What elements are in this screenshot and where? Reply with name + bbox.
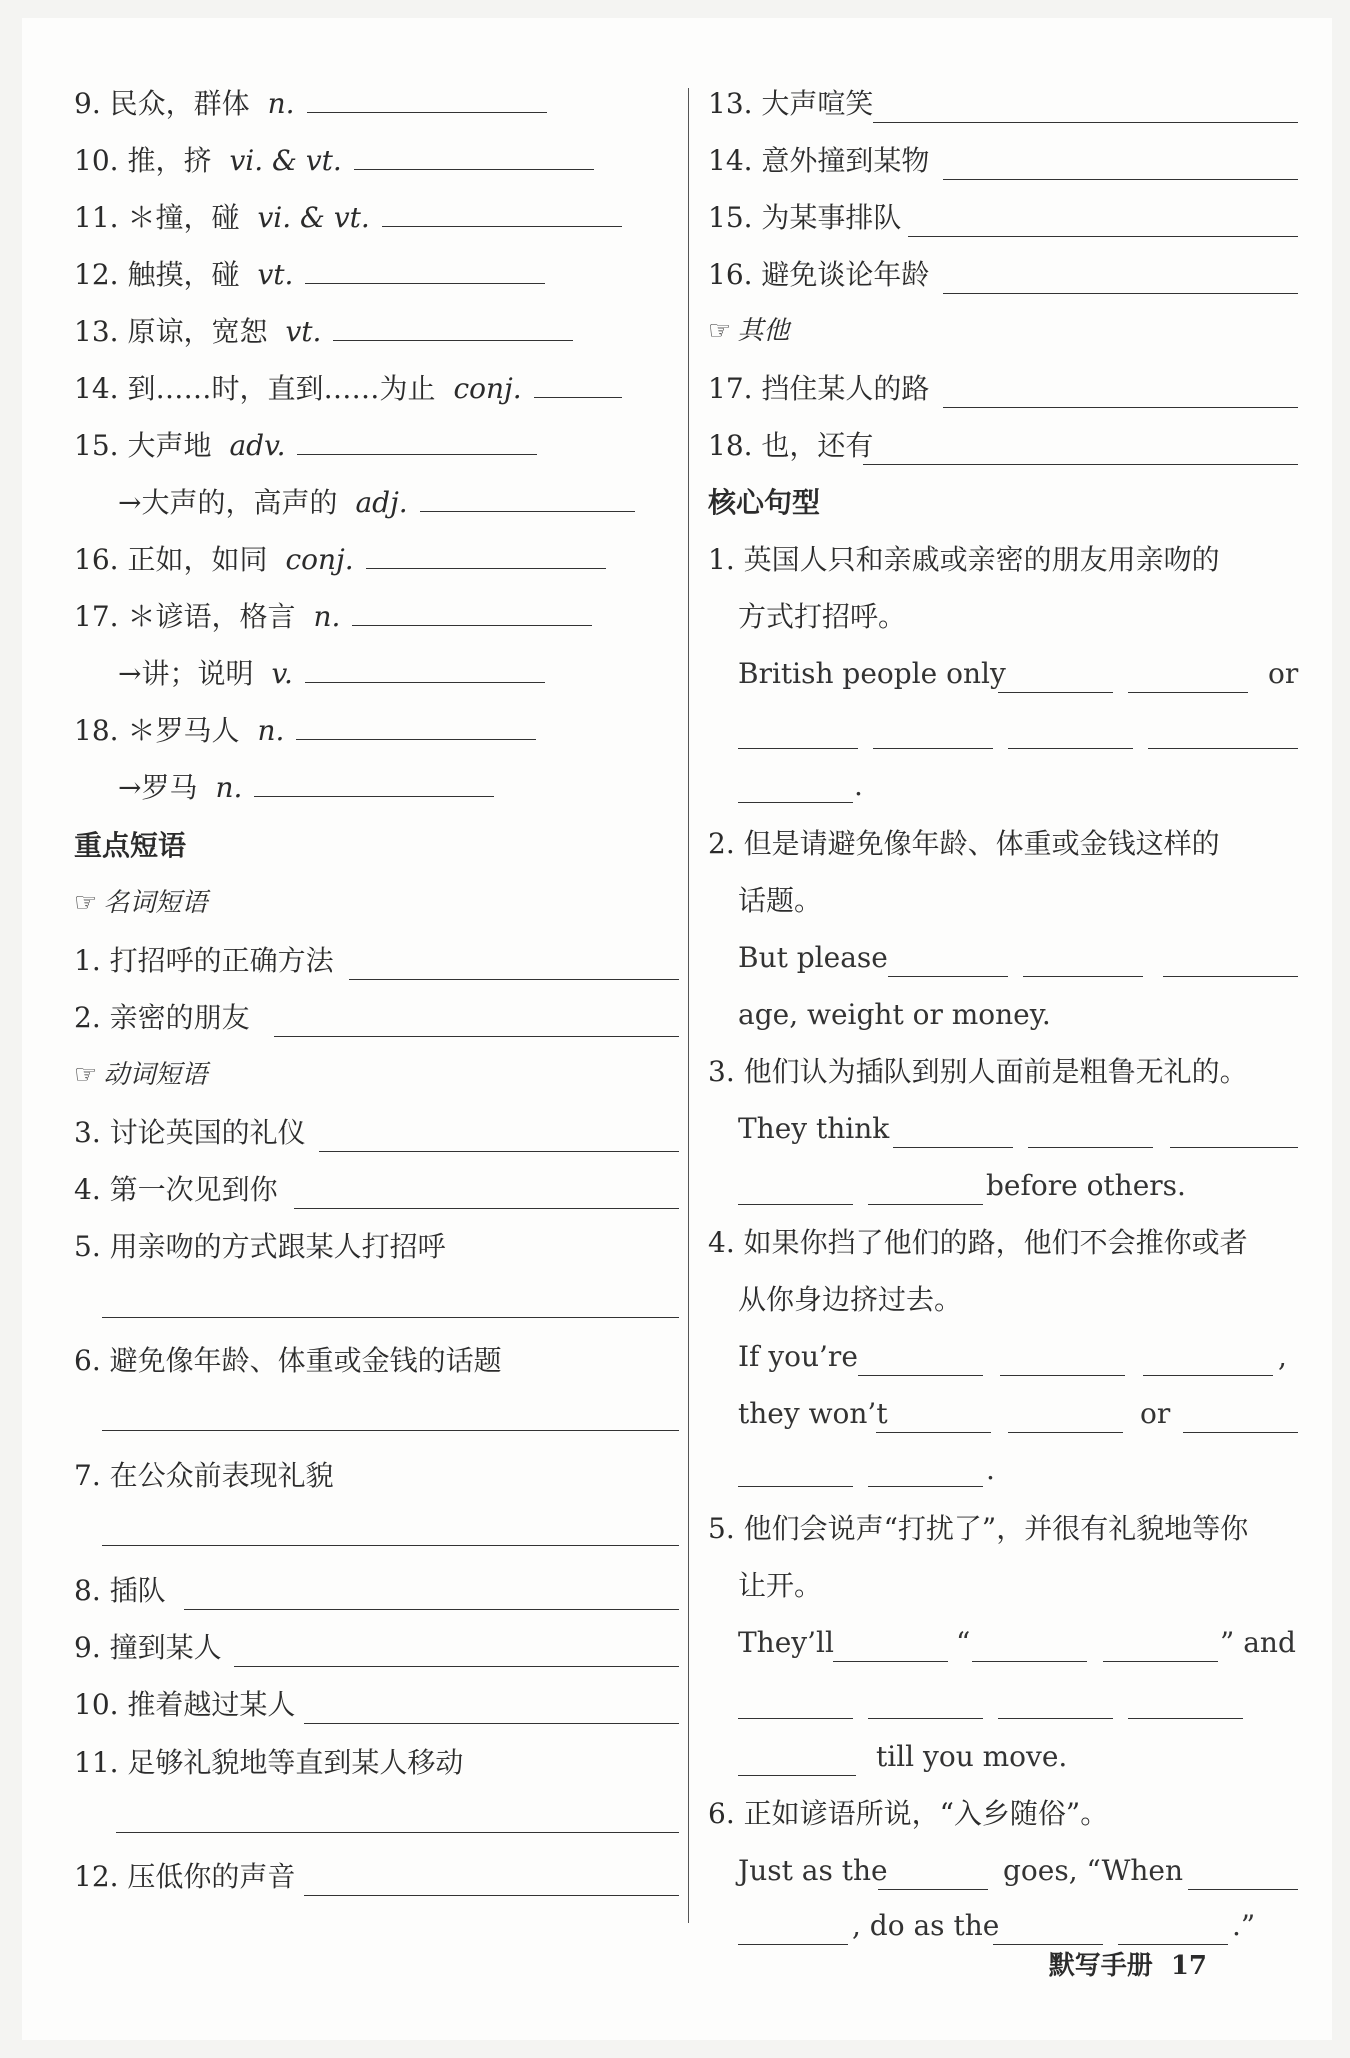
answer-blank[interactable] xyxy=(873,748,993,749)
vocab-item: 17. ＊谚语，格言 n. xyxy=(74,599,592,635)
answer-blank[interactable] xyxy=(1008,748,1133,749)
phrase-item: 6. 避免像年龄、体重或金钱的话题 xyxy=(74,1344,502,1377)
sentence-en: age, weight or money. xyxy=(738,998,1051,1031)
phrase-item: 2. 亲密的朋友 xyxy=(74,1001,250,1034)
vocab-item: 16. 正如，如同 conj. xyxy=(74,542,606,578)
answer-blank[interactable] xyxy=(349,979,679,980)
sentence-en: .” xyxy=(1232,1909,1256,1942)
answer-blank[interactable] xyxy=(1023,976,1143,977)
sentence-en: . xyxy=(854,769,863,802)
page-number: 17 xyxy=(1170,1951,1207,1981)
sentence-en: “ xyxy=(956,1626,971,1659)
answer-blank[interactable] xyxy=(833,1661,948,1662)
pointing-hand-icon: ☞ xyxy=(708,316,732,346)
answer-blank[interactable] xyxy=(868,1718,983,1719)
answer-blank[interactable] xyxy=(382,202,622,227)
sentence-cn: 2. 但是请避免像年龄、体重或金钱这样的 xyxy=(708,827,1220,860)
answer-blank[interactable] xyxy=(296,715,536,740)
sentence-en: they won’t xyxy=(738,1397,888,1430)
phrase-item: 13. 大声喧笑 xyxy=(708,87,874,120)
worksheet-page xyxy=(22,18,1332,2040)
answer-blank[interactable] xyxy=(254,772,494,797)
phrase-item: 14. 意外撞到某物 xyxy=(708,144,930,177)
answer-blank[interactable] xyxy=(888,976,1008,977)
answer-blank[interactable] xyxy=(1163,976,1298,977)
answer-blank[interactable] xyxy=(354,145,594,170)
sentence-cn: 让开。 xyxy=(738,1569,823,1602)
answer-blank[interactable] xyxy=(1103,1661,1218,1662)
answer-blank[interactable] xyxy=(352,601,592,626)
sentence-en: But please xyxy=(738,941,888,974)
answer-blank[interactable] xyxy=(893,1147,1013,1148)
answer-blank[interactable] xyxy=(1128,692,1248,693)
answer-blank[interactable] xyxy=(943,407,1298,408)
sentence-cn: 4. 如果你挡了他们的路，他们不会推你或者 xyxy=(708,1226,1248,1259)
answer-blank[interactable] xyxy=(858,1375,983,1376)
answer-blank[interactable] xyxy=(234,1666,679,1667)
answer-blank[interactable] xyxy=(534,373,622,398)
answer-blank[interactable] xyxy=(305,658,545,683)
answer-blank[interactable] xyxy=(1128,1718,1243,1719)
answer-blank[interactable] xyxy=(738,1944,848,1945)
answer-blank[interactable] xyxy=(274,1036,679,1037)
sentence-cn: 3. 他们认为插队到别人面前是粗鲁无礼的。 xyxy=(708,1055,1248,1088)
phrase-item: 7. 在公众前表现礼貌 xyxy=(74,1459,334,1492)
answer-blank[interactable] xyxy=(1188,1889,1298,1890)
sentence-cn: 1. 英国人只和亲戚或亲密的朋友用亲吻的 xyxy=(708,543,1220,576)
sentence-en: before others. xyxy=(986,1169,1186,1202)
phrase-item: 3. 讨论英国的礼仪 xyxy=(74,1116,306,1149)
answer-blank[interactable] xyxy=(863,464,1298,465)
sentence-en: British people only xyxy=(738,657,1006,690)
phrase-item: 11. 足够礼貌地等直到某人移动 xyxy=(74,1746,464,1779)
answer-blank[interactable] xyxy=(738,1204,853,1205)
phrase-item: 16. 避免谈论年龄 xyxy=(708,258,930,291)
sentence-en: ” and xyxy=(1220,1626,1296,1659)
answer-blank[interactable] xyxy=(998,1718,1113,1719)
phrase-item: 17. 挡住某人的路 xyxy=(708,372,930,405)
answer-blank[interactable] xyxy=(868,1204,983,1205)
phrase-item: 18. 也，还有 xyxy=(708,429,874,462)
vocab-item: 12. 触摸，碰 vt. xyxy=(74,257,545,293)
pointing-hand-icon: ☞ xyxy=(74,888,98,918)
answer-blank[interactable] xyxy=(908,236,1298,237)
answer-blank[interactable] xyxy=(420,487,635,512)
subheading-verb-phrases: ☞ 动词短语 xyxy=(74,1060,208,1090)
sentence-en: They think xyxy=(738,1112,890,1145)
vocab-item: 10. 推，挤 vi. & vt. xyxy=(74,143,594,179)
answer-blank[interactable] xyxy=(294,1208,679,1209)
subheading-noun-phrases: ☞ 名词短语 xyxy=(74,888,208,918)
footer-title: 默写手册 xyxy=(1048,1951,1153,1981)
sentence-cn: 6. 正如谚语所说，“入乡随俗”。 xyxy=(708,1797,1109,1830)
sentence-en: till you move. xyxy=(876,1740,1068,1773)
sentence-en: , xyxy=(1278,1340,1287,1373)
answer-blank[interactable] xyxy=(102,1545,679,1546)
page-footer xyxy=(1049,1945,1207,1982)
answer-blank[interactable] xyxy=(876,1432,991,1433)
answer-blank[interactable] xyxy=(319,1151,679,1152)
section-heading-sentences: 核心句型 xyxy=(708,486,821,519)
answer-blank[interactable] xyxy=(297,430,537,455)
answer-blank[interactable] xyxy=(333,316,573,341)
answer-blank[interactable] xyxy=(116,1832,679,1833)
vocab-item: 14. 到……时，直到……为止 conj. xyxy=(74,371,622,407)
sentence-en: or xyxy=(1268,657,1299,690)
answer-blank[interactable] xyxy=(102,1317,679,1318)
sentence-en: . xyxy=(986,1453,995,1486)
vocab-item: 9. 民众，群体 n. xyxy=(74,86,547,122)
answer-blank[interactable] xyxy=(878,1889,988,1890)
answer-blank[interactable] xyxy=(738,748,858,749)
vocab-item: 11. ＊撞，碰 vi. & vt. xyxy=(74,200,622,236)
answer-blank[interactable] xyxy=(738,1718,853,1719)
answer-blank[interactable] xyxy=(972,1661,1087,1662)
column-divider xyxy=(688,88,689,1923)
vocab-item: 13. 原谅，宽恕 vt. xyxy=(74,314,573,350)
sentence-cn: 方式打招呼。 xyxy=(738,600,907,633)
section-heading-phrases: 重点短语 xyxy=(74,829,187,862)
vocab-item: 15. 大声地 adv. xyxy=(74,428,537,464)
answer-blank[interactable] xyxy=(102,1430,679,1431)
subheading-other: ☞ 其他 xyxy=(708,316,790,346)
sentence-cn: 从你身边挤过去。 xyxy=(738,1283,963,1316)
phrase-item: 4. 第一次见到你 xyxy=(74,1173,278,1206)
sentence-cn: 5. 他们会说声“打扰了”，并很有礼貌地等你 xyxy=(708,1512,1249,1545)
phrase-item: 5. 用亲吻的方式跟某人打招呼 xyxy=(74,1230,446,1263)
sentence-en: If you’re xyxy=(738,1340,858,1373)
answer-blank[interactable] xyxy=(1008,1432,1123,1433)
pointing-hand-icon: ☞ xyxy=(74,1060,98,1090)
answer-blank[interactable] xyxy=(304,1895,679,1896)
answer-blank[interactable] xyxy=(184,1609,679,1610)
answer-blank[interactable] xyxy=(1000,1375,1125,1376)
answer-blank[interactable] xyxy=(998,692,1113,693)
answer-blank[interactable] xyxy=(1183,1432,1298,1433)
answer-blank[interactable] xyxy=(738,802,853,803)
answer-blank[interactable] xyxy=(1143,1375,1273,1376)
sentence-en: Just as the xyxy=(738,1854,888,1887)
sentence-cn: 话题。 xyxy=(738,884,823,917)
sentence-en: , do as the xyxy=(852,1909,1000,1942)
answer-blank[interactable] xyxy=(943,293,1298,294)
vocab-item-derived: →大声的，高声的 adj. xyxy=(118,485,635,521)
phrase-item: 8. 插队 xyxy=(74,1574,166,1607)
sentence-en: or xyxy=(1140,1397,1171,1430)
answer-blank[interactable] xyxy=(738,1775,856,1776)
answer-blank[interactable] xyxy=(304,1723,679,1724)
phrase-item: 9. 撞到某人 xyxy=(74,1631,222,1664)
answer-blank[interactable] xyxy=(1028,1147,1153,1148)
vocab-item: 18. ＊罗马人 n. xyxy=(74,713,536,749)
answer-blank[interactable] xyxy=(1148,748,1298,749)
answer-blank[interactable] xyxy=(305,259,545,284)
phrase-item: 12. 压低你的声音 xyxy=(74,1860,296,1893)
answer-blank[interactable] xyxy=(1170,1147,1298,1148)
phrase-item: 10. 推着越过某人 xyxy=(74,1688,296,1721)
phrase-item: 15. 为某事排队 xyxy=(708,201,902,234)
answer-blank[interactable] xyxy=(366,544,606,569)
vocab-item-derived: →讲；说明 v. xyxy=(118,656,545,692)
phrase-item: 1. 打招呼的正确方法 xyxy=(74,944,334,977)
answer-blank[interactable] xyxy=(307,88,547,113)
answer-blank[interactable] xyxy=(738,1486,853,1487)
answer-blank[interactable] xyxy=(868,1486,983,1487)
answer-blank[interactable] xyxy=(943,179,1298,180)
vocab-item-derived: →罗马 n. xyxy=(118,770,494,806)
answer-blank[interactable] xyxy=(873,122,1298,123)
sentence-en: goes, “When xyxy=(1003,1854,1184,1887)
sentence-en: They’ll xyxy=(738,1626,834,1659)
